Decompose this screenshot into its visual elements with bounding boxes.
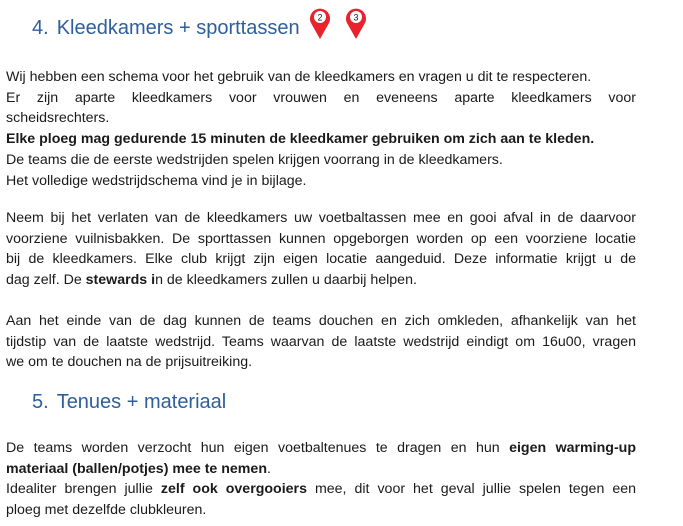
section-5-heading — [32, 391, 226, 414]
text-line: Wij hebben een schema voor het gebruik van de kleedkamers en vragen u dit te respecteren. — [6, 69, 592, 85]
paragraph-kleedkamers — [6, 67, 636, 191]
section-4-heading — [32, 17, 300, 40]
section-5-number: 5. — [32, 391, 49, 413]
paragraph-douchen — [6, 311, 636, 373]
text-line: Neem bij het verlaten van de kleedkamers uw voetbaltassen mee en gooi afval in de daarvoor — [6, 210, 636, 226]
paragraph-sporttassen — [6, 208, 636, 291]
section-4-number: 4. — [32, 17, 49, 39]
text-line: scheidsrechters. — [6, 110, 110, 127]
text-line: Aan het einde van de dag kunnen de teams douchen en zich omkleden, afhankelijk van het — [6, 313, 636, 329]
text-line: dag zelf. De stewards in de kleedkamers zullen u daarbij helpen. — [6, 272, 417, 289]
marker-label: 2 — [317, 12, 323, 23]
text-line: bij de kleedkamers. Elke club krijgt zijn eigen locatie aangeduid. Deze informatie krijgt u de — [6, 251, 636, 268]
text-line: De teams die de eerste wedstrijden spelen krijgen voorrang in de kleedkamers. — [6, 151, 503, 168]
comment-marker-3[interactable] — [343, 6, 369, 40]
comment-marker-2[interactable] — [307, 6, 333, 40]
text-line: materiaal (ballen/potjes) mee te nemen. — [6, 460, 271, 477]
paragraph-tenues — [6, 438, 636, 521]
text-line: Idealiter brengen jullie zelf ook overgooiers mee, dit voor het geval jullie spelen tegen een — [6, 481, 636, 498]
marker-label: 3 — [353, 12, 359, 23]
text-line: ploeg met dezelfde clubkleuren. — [6, 502, 207, 519]
text-line: Er zijn aparte kleedkamers voor vrouwen en eveneens aparte kleedkamers voor — [6, 89, 636, 106]
text-line: De teams worden verzocht hun eigen voetbaltenues te dragen en hun eigen warming-up — [6, 440, 636, 456]
stewards-bold: stewards i — [85, 272, 156, 289]
text-line: tijdstip van de laatste wedstrijd. Teams waarvan de laatste wedstrijd eindigt om 16u00, vragen — [6, 333, 636, 350]
text-line: we om te douchen na de prijsuitreiking. — [6, 354, 253, 371]
text-line-bold: Elke ploeg mag gedurende 15 minuten de kleedkamer gebruiken om zich aan te kleden. — [6, 131, 595, 148]
text-line: Het volledige wedstrijdschema vind je in bijlage. — [6, 172, 307, 189]
section-4-title: Kleedkamers + sporttassen — [56, 17, 300, 39]
section-5-title: Tenues + materiaal — [56, 391, 227, 413]
text-line: voorziene vuilnisbakken. De sporttassen kunnen opgeborgen worden op een voorziene locatie — [6, 230, 636, 247]
